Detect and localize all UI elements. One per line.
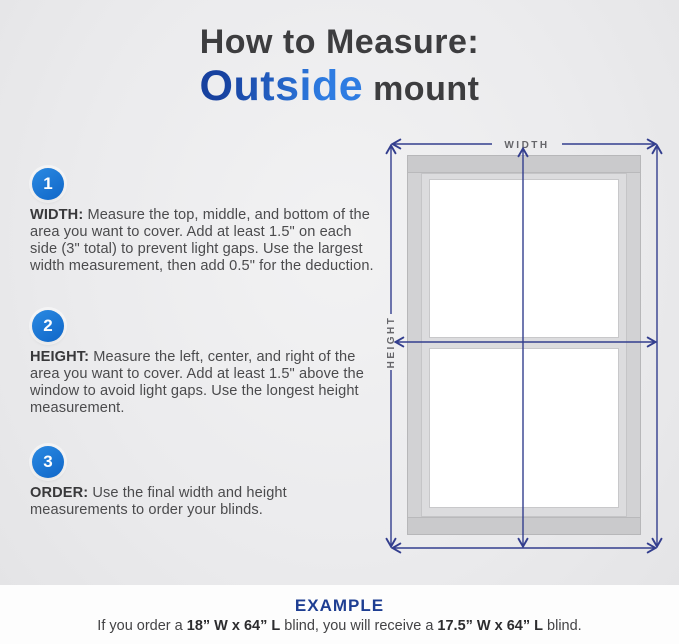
window-pane-bottom xyxy=(429,348,619,508)
width-label: WIDTH xyxy=(504,140,550,151)
step-3-number: 3 xyxy=(43,452,53,471)
step-3-label: ORDER: xyxy=(30,485,89,501)
step-1-label: WIDTH: xyxy=(30,207,84,223)
step-height xyxy=(30,310,382,417)
window-top-casing xyxy=(408,156,640,173)
step-1-text xyxy=(30,207,382,275)
height-arrow-left xyxy=(386,146,397,546)
width-arrow-top xyxy=(393,140,655,151)
title-accent-outside: Outside xyxy=(199,62,364,111)
page-header xyxy=(0,24,679,111)
example-sentence: If you order a 18” W x 64” L blind, you will receive a 17.5” W x 64” L blind. xyxy=(97,618,582,634)
window-pane-top xyxy=(429,179,619,338)
height-label: HEIGHT xyxy=(386,315,397,369)
step-2-label: HEIGHT: xyxy=(30,349,90,365)
step-order xyxy=(30,446,382,519)
step-2-body: Measure the left, center, and right of the area you want to cover. Add at least 1.5" above the window to avoid light gaps. Use the longest height measurement. xyxy=(30,349,364,416)
step-1-number: 1 xyxy=(43,174,53,193)
step-1-body: Measure the top, middle, and bottom of the area you want to cover. Add at least 1.5" on each side (3" total) to prevent light gaps. Use the largest width measurement, then add 0.5" for the deduction. xyxy=(30,207,374,274)
example-section xyxy=(0,585,679,644)
example-heading: EXAMPLE xyxy=(294,596,385,615)
step-width xyxy=(30,168,382,275)
page-title-line1: How to Measure: xyxy=(199,23,480,61)
step-2-number: 2 xyxy=(43,316,53,335)
window-bottom-sill xyxy=(408,517,640,534)
page-title-line2 xyxy=(0,63,679,110)
window-illustration xyxy=(407,155,641,535)
step-1-badge xyxy=(32,168,64,200)
step-2-badge xyxy=(32,310,64,342)
step-3-text xyxy=(30,485,382,519)
step-3-badge xyxy=(32,446,64,478)
title-rest-mount: mount xyxy=(363,70,480,109)
window-sash-frame xyxy=(421,173,627,517)
step-3-body: Use the final width and height measurements to order your blinds. xyxy=(30,485,287,518)
step-2-text xyxy=(30,349,382,417)
